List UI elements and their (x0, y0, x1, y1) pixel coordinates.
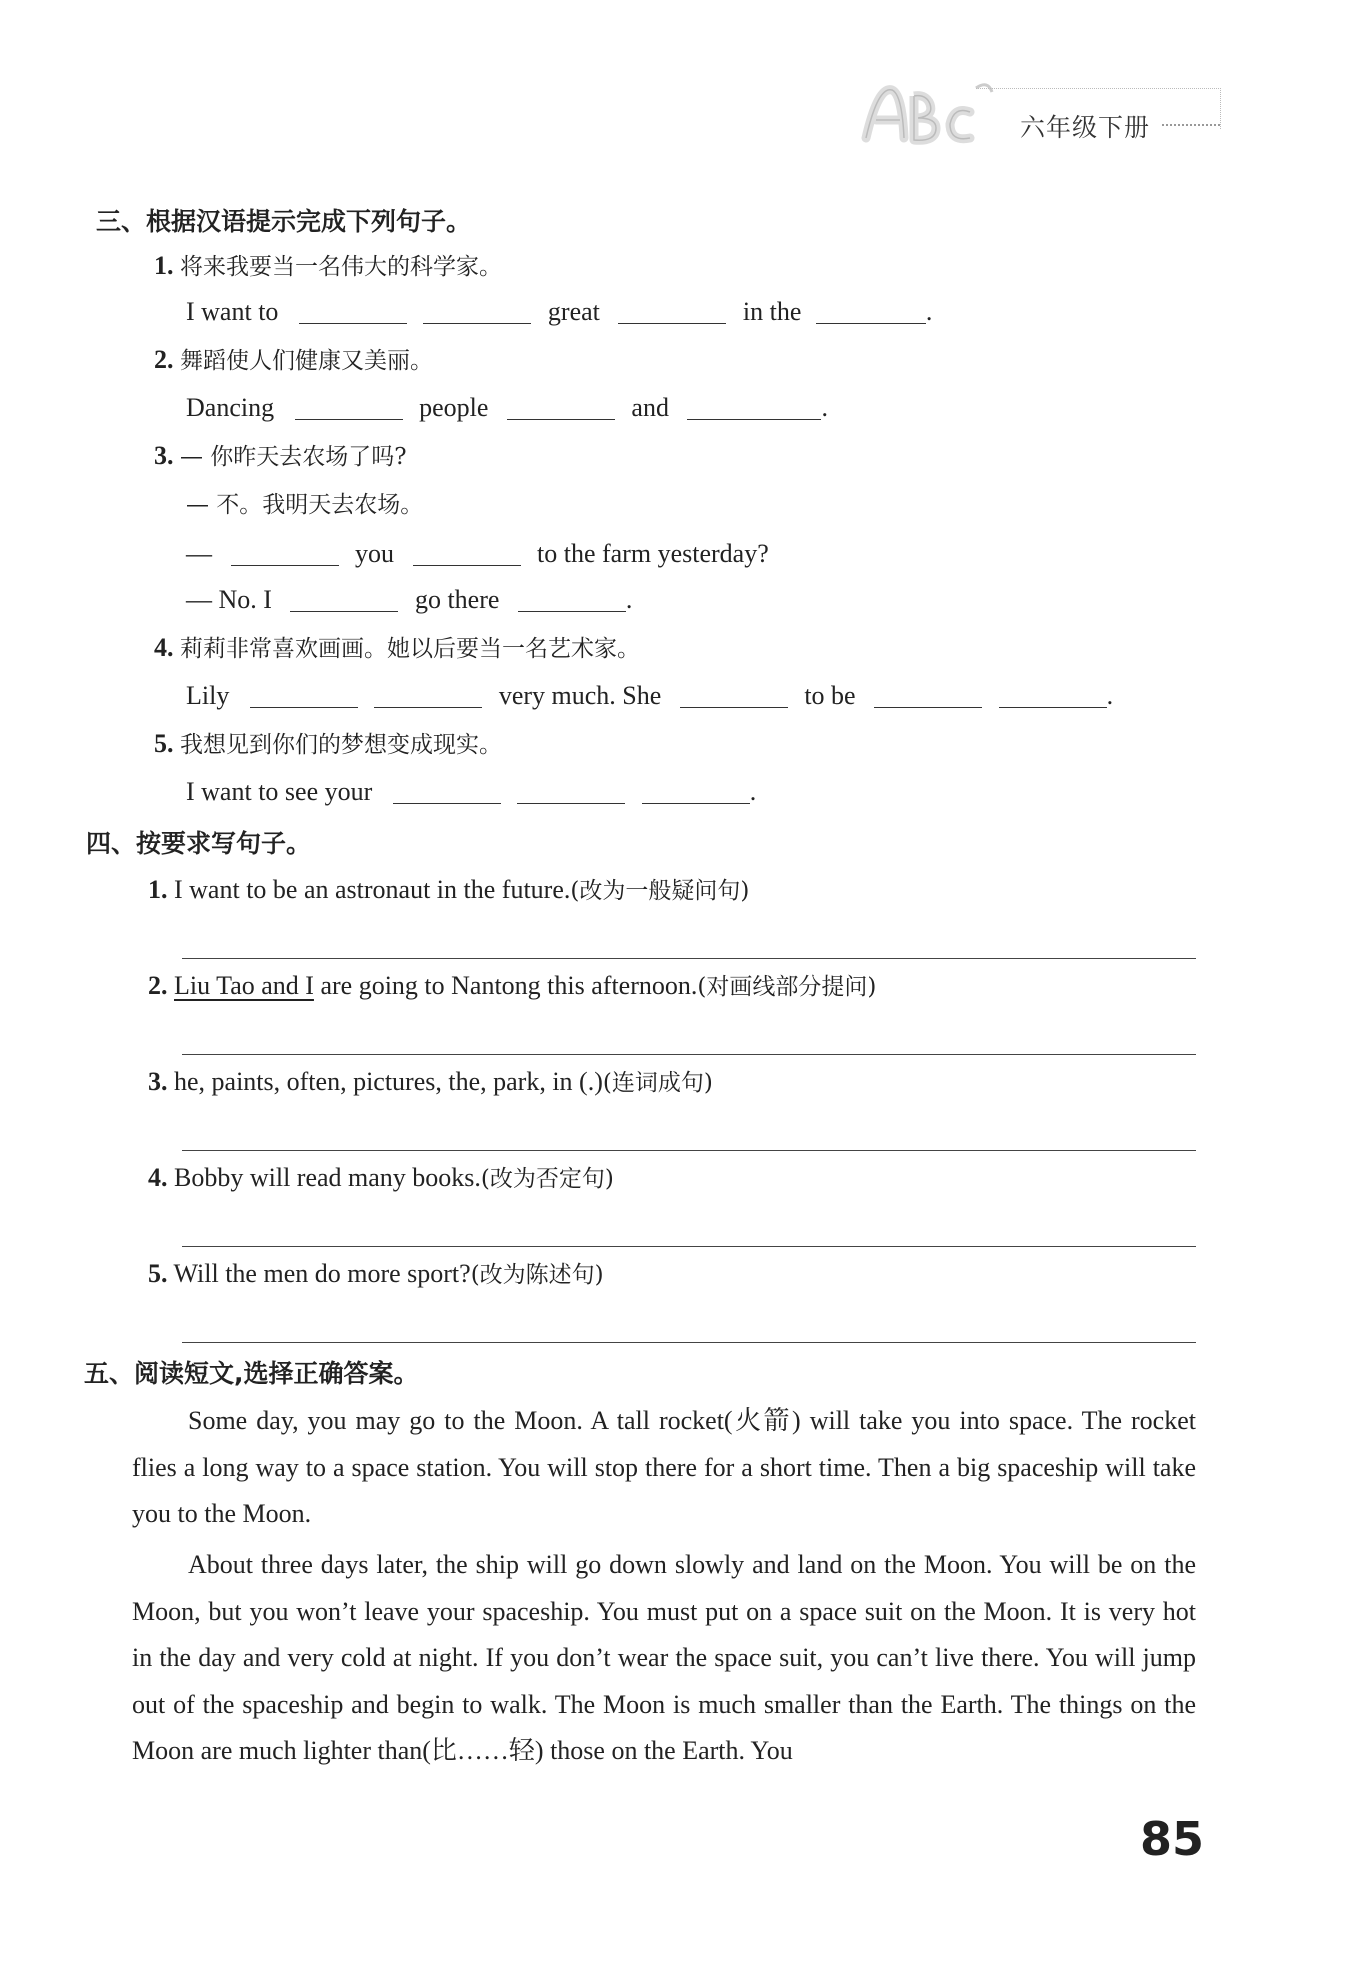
answer-blank[interactable] (518, 587, 626, 612)
s4-item5: 5. Will the men do more sport?(改为陈述句) (148, 1259, 604, 1288)
passage-paragraph-1: Some day, you may go to the Moon. A tall rocket(火箭) will take you into space. The rocket flies a long way to a space station. You will stop there for a short time. Then a big spaceship will take you to the Moon. (132, 1406, 1196, 1528)
section3-title: 三、根据汉语提示完成下列句子。 (96, 207, 472, 236)
answer-blank[interactable] (507, 395, 615, 420)
s4-item4: 4. Bobby will read many books.(改为否定句) (148, 1163, 614, 1192)
answer-blank[interactable] (642, 779, 750, 804)
section5-title: 五、阅读短文,选择正确答案。 (84, 1359, 419, 1388)
header-dots (1162, 124, 1220, 126)
s3-item2-en: Dancing people and . (186, 393, 828, 422)
s3-item3-zh2: — 不。我明天去农场。 (186, 492, 424, 518)
s3-item5-zh: 5. 我想见到你们的梦想变成现实。 (154, 729, 502, 758)
s3-item3-en2: — No. I go there . (186, 585, 633, 614)
grade-label: 六年级下册 (1020, 113, 1151, 142)
answer-line[interactable] (182, 1342, 1196, 1343)
answer-line[interactable] (182, 1150, 1196, 1151)
underlined-part: Liu Tao and I (174, 971, 314, 1000)
answer-blank[interactable] (687, 395, 821, 420)
answer-line[interactable] (182, 1246, 1196, 1247)
s4-item2: 2. Liu Tao and I are going to Nantong this afternoon.(对画线部分提问) (148, 971, 877, 1000)
answer-blank[interactable] (680, 683, 788, 708)
s3-item2-zh: 2. 舞蹈使人们健康又美丽。 (154, 345, 433, 374)
answer-blank[interactable] (374, 683, 482, 708)
answer-blank[interactable] (295, 395, 403, 420)
s3-item4-en: Lily very much. She to be . (186, 681, 1114, 710)
answer-blank[interactable] (618, 299, 726, 324)
answer-blank[interactable] (290, 587, 398, 612)
s3-item5-en: I want to see your . (186, 777, 757, 806)
section4-title: 四、按要求写句子。 (86, 829, 312, 858)
answer-blank[interactable] (413, 541, 521, 566)
s3-item1-zh: 1. 将来我要当一名伟大的科学家。 (154, 251, 502, 280)
answer-line[interactable] (182, 1054, 1196, 1055)
s3-item4-zh: 4. 莉莉非常喜欢画画。她以后要当一名艺术家。 (154, 633, 640, 662)
answer-blank[interactable] (299, 299, 407, 324)
s4-item1: 1. I want to be an astronaut in the future.(改为一般疑问句) (148, 875, 750, 904)
passage-paragraph-2: About three days later, the ship will go down slowly and land on the Moon. You will be on the Moon, but you won’t leave your spaceship. You must put on a space suit on the Moon. It is very hot in the day and very cold at night. If you don’t wear the space suit, you can’t live there. You will jump out of the spaceship and begin to walk. The Moon is much smaller than the Earth. The things on the Moon are much lighter than(比……轻) those on the Earth. You (132, 1550, 1196, 1765)
page-number: 85 (1140, 1812, 1205, 1866)
answer-blank[interactable] (999, 683, 1107, 708)
answer-blank[interactable] (393, 779, 501, 804)
s3-item3-en1: — you to the farm yesterday? (186, 539, 769, 568)
answer-blank[interactable] (517, 779, 625, 804)
s3-item3-zh1: 3. — 你昨天去农场了吗? (154, 441, 407, 470)
answer-blank[interactable] (423, 299, 531, 324)
answer-line[interactable] (182, 958, 1196, 959)
s4-item3: 3. he, paints, often, pictures, the, park, in (.)(连词成句) (148, 1067, 713, 1096)
answer-blank[interactable] (231, 541, 339, 566)
s3-item1-en: I want to great in the . (186, 297, 933, 326)
answer-blank[interactable] (816, 299, 926, 324)
answer-blank[interactable] (250, 683, 358, 708)
answer-blank[interactable] (874, 683, 982, 708)
